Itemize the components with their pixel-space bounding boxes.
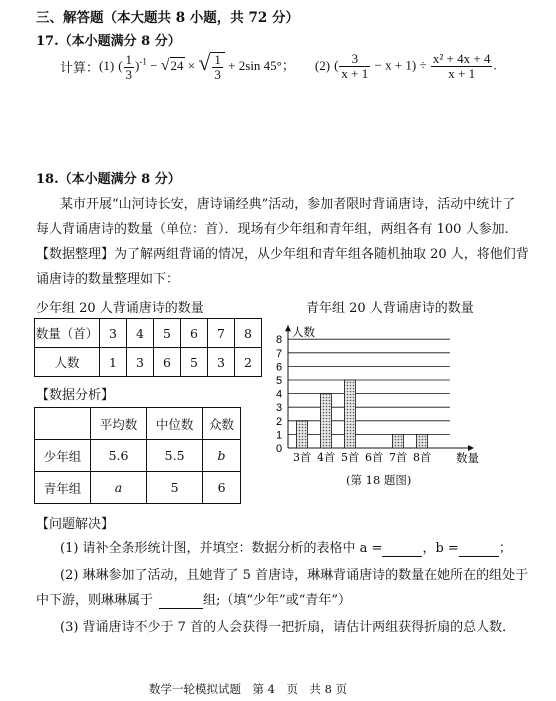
- y-tick-label: 1: [275, 429, 283, 442]
- x-tick-label: 8首: [413, 451, 431, 464]
- p1-minus: −: [150, 58, 158, 74]
- table1-cell: 4: [127, 319, 154, 348]
- bar: [417, 434, 428, 448]
- table1-row-people: [35, 348, 262, 377]
- q18-organize-line1: 【数据整理】为了解两组背诵的情况，从少年组和青年组各随机抽取 20 人，将他们背: [36, 247, 529, 262]
- part2-label: (2): [314, 58, 331, 73]
- p2-frac-num: 3: [339, 52, 370, 67]
- x-tick-label: 4首: [317, 451, 335, 464]
- analysis-cell: 少年组: [35, 440, 91, 472]
- table1-cell: 3: [127, 348, 154, 377]
- figure-caption: (第 18 题图): [346, 473, 412, 487]
- table1-row-label: 数量（首）: [35, 319, 100, 348]
- table1-cell: 5: [154, 319, 181, 348]
- q17-expression-line: [60, 46, 497, 86]
- x-tick-label: 3首: [293, 451, 311, 464]
- bar-chart: [268, 312, 508, 492]
- y-tick-label: 0: [275, 443, 283, 455]
- p2-mid: − x + 1) ÷: [374, 56, 427, 72]
- analysis-table: [34, 407, 241, 504]
- q18-heading: 18.（本小题满分 8 分）: [36, 172, 181, 187]
- part1-text: (1) 请补全条形统计图，并填空：数据分析的表格中 a =: [60, 541, 383, 556]
- q17-p2-expression: [334, 52, 497, 81]
- section-header: 三、解答题（本大题共 8 小题，共 72 分）: [36, 10, 299, 26]
- x-tick-label: 5首: [341, 451, 359, 464]
- chart-title: 青年组 20 人背诵唐诗的数量: [306, 301, 474, 316]
- q18-part1: [60, 537, 512, 557]
- table1-row-label: 人数: [35, 348, 100, 377]
- analysis-cell: b: [203, 440, 241, 472]
- p1-exponent: -1: [139, 56, 147, 67]
- table1-row-counts: [35, 319, 262, 348]
- y-axis-label: 人数: [292, 325, 315, 340]
- table1-title: 少年组 20 人背诵唐诗的数量: [36, 301, 204, 316]
- solve-label: 【问题解决】: [36, 517, 115, 532]
- compute-label: 计算：: [60, 59, 100, 75]
- bar: [321, 394, 332, 448]
- part2-end: 组;（填“少年”或“青年”）: [203, 593, 351, 608]
- analysis-cell: 青年组: [35, 472, 91, 504]
- table1-cell: 3: [208, 348, 235, 377]
- p2-big-den: x + 1: [448, 65, 476, 81]
- analysis-cell: a: [91, 472, 147, 504]
- bar: [297, 421, 308, 448]
- analysis-header-cell: 平均数: [91, 408, 147, 440]
- analysis-header-row: [35, 408, 241, 440]
- p1-tail: + 2sin 45°: [228, 58, 282, 74]
- q18-part2-line2: [36, 589, 351, 609]
- p2-end: .: [493, 56, 497, 72]
- answer-blank-a[interactable]: [382, 541, 422, 557]
- y-axis-arrow-icon: [285, 325, 291, 331]
- q18-organize-line2: 诵唐诗的数量整理如下：: [36, 272, 180, 287]
- analysis-cell: 5.6: [91, 440, 147, 472]
- q18-part2-line1: (2) 琳琳参加了活动，且她背了 5 首唐诗，琳琳背诵唐诗的数量在她所在的组处于: [60, 568, 529, 583]
- part2-text: 中下游，则琳琳属于: [36, 593, 154, 608]
- answer-blank-group[interactable]: [159, 593, 203, 609]
- part1-end: ；: [498, 541, 512, 556]
- table1-cell: 6: [154, 348, 181, 377]
- table1-cell: 3: [100, 319, 127, 348]
- x-tick-label: 7首: [389, 451, 407, 464]
- table1-cell: 7: [208, 319, 235, 348]
- p1-frac-den: 3: [125, 66, 133, 82]
- q18-intro-line1: 某市开展“山河诗长安，唐诗诵经典”活动，参加者限时背诵唐诗，活动中统计了: [60, 197, 516, 212]
- q17-p1-expression: ( $\frac{1}{3}$ )$^{-1}$ − √24 × √ $\frac{1}{3}$ + 2sin 45°；: [118, 50, 295, 82]
- p1-sqrt24: 24: [170, 58, 184, 74]
- analysis-header-cell: 众数: [203, 408, 241, 440]
- p2-frac-den: x + 1: [341, 65, 369, 81]
- table1-cell: 2: [235, 348, 262, 377]
- q18-intro-line2: 每人背诵唐诗的数量（单位：首）．现场有少年组和青年组，两组各有 100 人参加.: [36, 222, 509, 237]
- table1-cell: 5: [181, 348, 208, 377]
- p1-frac-num: 1: [125, 51, 133, 67]
- analysis-header-cell: [35, 408, 91, 440]
- x-axis-label: 数量: [456, 451, 479, 465]
- analysis-label: 【数据分析】: [36, 388, 115, 403]
- youth-count-table: [34, 318, 262, 377]
- y-tick-label: 4: [275, 388, 283, 401]
- p2-open: (: [334, 56, 339, 72]
- table1-cell: 8: [235, 319, 262, 348]
- y-tick-label: 8: [275, 334, 283, 347]
- x-tick-label: 6首: [365, 451, 383, 464]
- y-tick-label: 5: [275, 375, 283, 387]
- q18-part3: (3) 背诵唐诗不少于 7 首的人会获得一把折扇，请估计两组获得折扇的总人数．: [60, 620, 516, 635]
- bar: [393, 434, 404, 448]
- analysis-header-cell: 中位数: [147, 408, 203, 440]
- answer-blank-b[interactable]: [459, 541, 499, 557]
- y-tick-label: 7: [275, 347, 283, 360]
- analysis-row: [35, 440, 241, 472]
- analysis-cell: 5.5: [147, 440, 203, 472]
- y-tick-label: 2: [275, 415, 283, 428]
- p1-semicolon: ；: [281, 58, 295, 74]
- q17-heading: 17.（本小题满分 8 分）: [36, 34, 181, 49]
- part1-label: (1): [99, 58, 115, 73]
- table1-cell: 6: [181, 319, 208, 348]
- y-tick-label: 6: [275, 361, 283, 374]
- p1-times: ×: [187, 58, 196, 74]
- analysis-cell: 6: [203, 472, 241, 504]
- p1-sqrt-den: 3: [214, 66, 221, 82]
- p1-sqrt-num: 1: [214, 51, 221, 67]
- bar: [345, 380, 356, 448]
- table1-cell: 1: [100, 348, 127, 377]
- y-tick-label: 3: [275, 402, 283, 415]
- analysis-row: [35, 472, 241, 504]
- page-footer: 数学一轮模拟试题 第 4 页 共 8 页: [149, 682, 348, 696]
- analysis-cell: 5: [147, 472, 203, 504]
- part1-text-b: ，b =: [422, 541, 459, 556]
- p2-big-num: x² + 4x + 4: [432, 50, 491, 66]
